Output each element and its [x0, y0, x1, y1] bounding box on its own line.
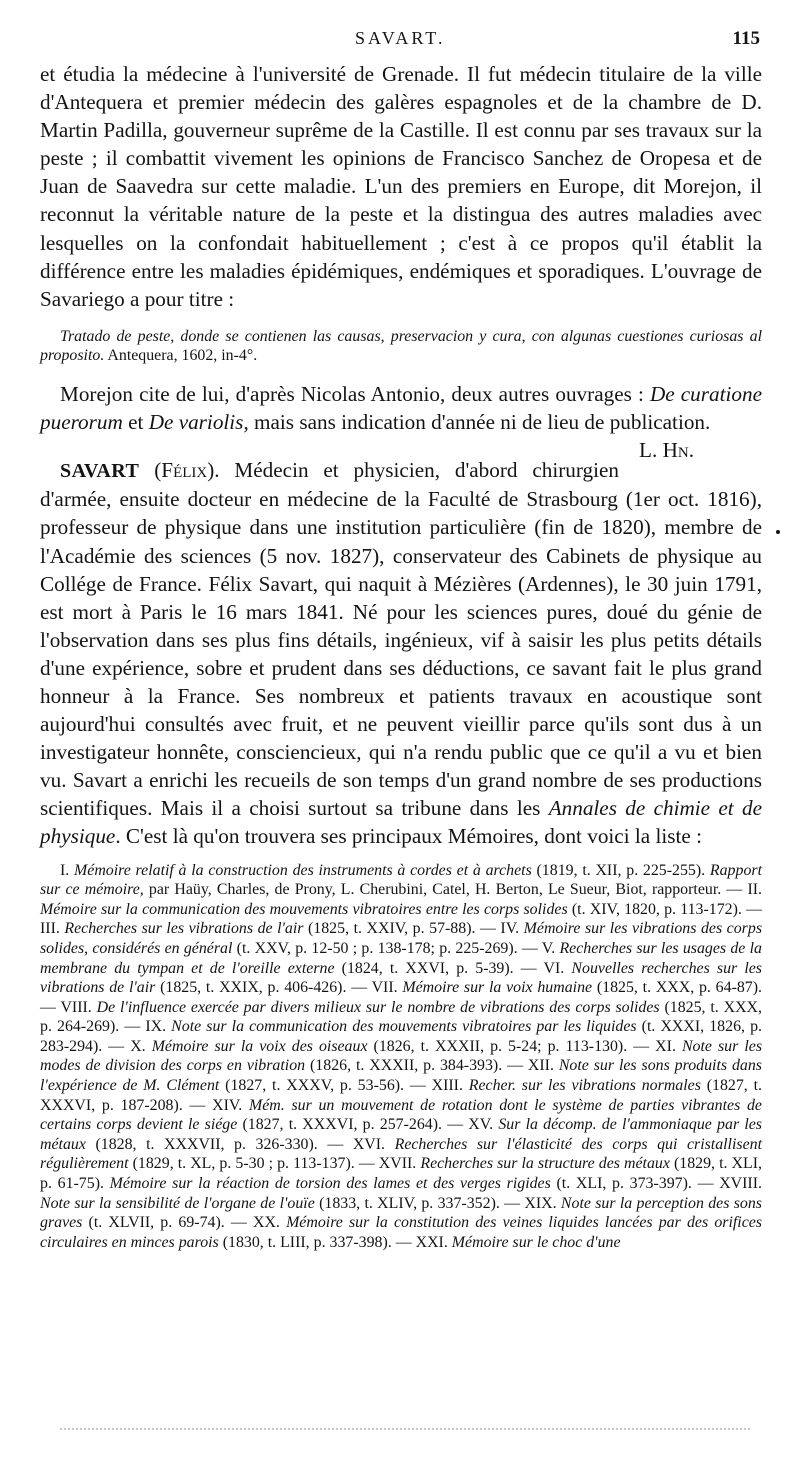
margin-bullet — [776, 530, 780, 534]
memoir-reference: (1825, t. XXX, p. 264-269). — — [40, 998, 762, 1036]
memoir-reference: (t. XLI, p. 373-397). — — [550, 1175, 720, 1193]
memoir-number: VIII. — [60, 998, 97, 1016]
running-title: SAVART. — [355, 28, 446, 48]
page-body — [40, 60, 762, 1252]
memoir-title: Recherches sur l'élasticité des corps qui cristallisent régulièrement — [40, 1135, 762, 1173]
memoir-number: XVII. — [378, 1155, 421, 1173]
memoir-title: Mém. sur un mouvement de rotation dont le système de parties vibrantes de certains corps devient le siége — [40, 1096, 762, 1134]
memoir-number: III. — [40, 920, 65, 938]
memoir-reference: (1833, t. XLIV, p. 337-352). — — [314, 1194, 525, 1212]
memoir-number: IV. — [500, 920, 524, 938]
memoir-reference: (1829, t. XLI, p. 61-75). — [40, 1155, 762, 1193]
morejon-intro: Morejon cite de lui, d'après Nicolas Antonio, deux autres ouvrages : — [60, 382, 650, 407]
savart-body: Médecin et physicien, d'abord chirurgien d'armée, ensuite docteur en médecine de la Faculté de Strasbourg (1er oct. 1816), professeur de physique dans une institution particulière (fin de 1820), membre de l'Académie des sciences (5 nov. 1827), conservateur des Cabinets de physique au Collége de France. Félix Savart, qui naquit à Mézières (Ardennes), le 30 juin 1791, est mort à Paris le 16 mars 1841. Né pour les sciences pures, doué du génie de l'observation dans ses plus fins détails, ingénieux, vif à saisir les plus petits détails d'une expérience, sobre et prudent dans ses déductions, ce savant fait le plus grand honneur à la France. Ses nombreux et patients travaux en acoustique sont aujourd'hui consultés avec fruit, et ne peuvent vieillir parce qu'ils sont dus à un investigateur honnête, consciencieux, qui n'a rendu public que ce qu'il a vu et bien vu. Savart a enrichi les recueils de son temps d'un grand nombre de ses productions scientifiques. Mais il a choisi surtout sa tribune dans les — [40, 458, 762, 821]
memoir-title: Mémoire sur la voix humaine — [402, 979, 593, 997]
memoir-title: Mémoire sur les vibrations des corps solides, considérés en général — [40, 920, 762, 957]
memoir-reference: (1824, t. XXVI, p. 5-39). — — [334, 959, 544, 977]
memoir-title: Note sur la perception des sons graves — [40, 1194, 762, 1232]
memoir-reference: par Haüy, Charles, de Prony, L. Cherubini, Catel, H. Berton, Le Sueur, Biot, rapporteur. — — [143, 881, 748, 899]
memoir-reference: (t. XXV, p. 12-50 ; p. 138-178; p. 225-269). — — [232, 939, 542, 957]
memoir-title: De l'influence exercée par divers milieux sur le nombre de vibrations des corps solides — [96, 998, 660, 1016]
savart-entry — [40, 456, 762, 850]
memoir-reference: (1825, t. XXIX, p. 406-426). — — [155, 979, 372, 997]
memoir-number: XXI. — [415, 1233, 452, 1251]
memoir-number: XVI. — [352, 1135, 395, 1153]
author-signature: L. Hn. — [639, 438, 694, 463]
memoir-title: Nouvelles recherches sur les vibrations de l'air — [40, 959, 762, 997]
morejon-and: et — [122, 410, 149, 435]
memoir-number: XX. — [252, 1214, 287, 1232]
memoir-reference: (1827, t. XXXV, p. 53-56). — — [219, 1077, 432, 1095]
memoir-reference: (1825, t. XXIV, p. 57-88). — — [303, 920, 501, 938]
memoir-item — [110, 1175, 720, 1192]
memoir-title: Note sur les modes de division des corps en vibration — [40, 1037, 763, 1075]
memoir-number: XV. — [468, 1116, 499, 1134]
memoir-reference: (1827, t. XXXVI, p. 187-208). — — [40, 1077, 763, 1114]
savart-annales: Annales de chimie et de physique — [40, 796, 763, 849]
savariego-continuation: et étudia la médecine à l'université de Grenade. Il fut médecin titulaire de la ville d'Antequera et premier médecin des galères espagnoles et de la chambre de D. Martin Padilla, gouverneur suprême de la Castille. Il est connu par ses travaux sur la peste ; il combattit vivement les opinions de Francisco Sanchez de Oropesa et de Juan de Saavedra sur cette maladie. L'un des premiers en Europe, dit Morejon, il reconnut la véritable nature de la peste et la distingua des autres maladies avec lesquelles on la confondait habituellement ; c'est à ce propos qu'il établit la différence entre les maladies épidémiques, endémiques et sporadiques. L'ouvrage de Savariego a pour titre : — [40, 62, 762, 311]
memoir-number: XIV. — [212, 1096, 249, 1114]
savart-body-end: . C'est là qu'on trouvera ses principaux Mémoires, dont voici la liste : — [115, 824, 702, 849]
memoir-title: Recherches sur les usages de la membrane du tympan et de l'oreille externe — [40, 939, 762, 977]
memoir-title: Mémoire sur la communication des mouvements vibratoires entre les corps solides — [40, 900, 568, 918]
memoir-reference: (1828, t. XXXVII, p. 326-330). — — [85, 1135, 353, 1153]
memoir-number: V. — [541, 939, 560, 957]
memoir-number: I. — [60, 861, 75, 879]
memoir-number: XIX. — [524, 1194, 561, 1212]
memoir-title: Mémoire sur la réaction de torsion des lames et des verges rigides — [109, 1175, 551, 1193]
footer-rule — [60, 1428, 750, 1430]
savariego-work-imprint: Antequera, 1602, in-4°. — [104, 347, 258, 365]
memoir-reference: (1825, t. XXX, p. 64-87). — — [40, 979, 763, 1016]
memoir-item — [60, 862, 710, 879]
memoir-item — [416, 1234, 621, 1251]
memoir-number: XVIII. — [719, 1175, 762, 1193]
memoir-item — [40, 920, 500, 937]
memoir-number: X. — [130, 1037, 152, 1055]
savariego-work-citation — [40, 327, 762, 366]
memoir-title: Rapport sur ce mémoire, — [40, 861, 762, 899]
memoir-title: Mémoire sur la constitution des veines liquides lancées par des orifices circulaires en minces parois — [40, 1214, 762, 1251]
memoir-reference: (1819, t. XII, p. 225-255). — [531, 861, 710, 879]
memoir-title: Mémoire sur le choc d'une — [451, 1233, 621, 1251]
entry-headword: SAVART — [60, 460, 140, 483]
memoir-number: XII. — [527, 1057, 559, 1075]
morejon-work-1: De curatione puerorum — [40, 382, 762, 435]
memoir-number: VII. — [371, 979, 403, 997]
page-number: 115 — [732, 28, 760, 49]
memoir-title: Recherches sur la structure des métaux — [420, 1155, 670, 1173]
memoir-title: Recher. sur les vibrations normales — [468, 1077, 701, 1095]
morejon-paragraph — [40, 380, 762, 463]
memoir-title: Note sur la sensibilité de l'organe de l'ouïe — [40, 1194, 315, 1212]
memoir-item — [130, 1038, 655, 1055]
memoir-title: Sur la décomp. de l'ammoniaque par les métaux — [40, 1116, 762, 1153]
memoir-title: Note sur les sons produits dans l'expérience de M. Clément — [40, 1057, 762, 1095]
morejon-rest: , mais sans indication d'année ni de lieu de publication. — [243, 410, 711, 435]
page-header — [0, 28, 800, 58]
memoir-number: II. — [747, 881, 762, 899]
memoir-reference: (1826, t. XXXII, p. 5-24; p. 113-130). — — [367, 1037, 656, 1055]
memoir-title: Note sur la communication des mouvements vibratoires par les liquides — [171, 1018, 637, 1036]
memoir-number: IX. — [145, 1018, 172, 1036]
memoir-reference: (1829, t. XL, p. 5-30 ; p. 113-137). — — [128, 1155, 379, 1173]
memoir-number: VI. — [543, 959, 572, 977]
memoir-title: Recherches sur les vibrations de l'air — [64, 920, 304, 938]
entry-given-name: (Félix). — [154, 458, 220, 483]
memoir-reference: (1830, t. LIII, p. 337-398). — — [218, 1233, 416, 1251]
memoir-number: XIII. — [431, 1077, 469, 1095]
memoir-title: Mémoire sur la voix des oiseaux — [151, 1037, 368, 1055]
memoir-reference: (t. XLVII, p. 69-74). — — [82, 1214, 253, 1232]
memoir-reference: (1827, t. XXXVI, p. 257-264). — — [237, 1116, 469, 1134]
memoir-title: Mémoire relatif à la construction des instruments à cordes et à archets — [74, 861, 532, 879]
morejon-work-2: De variolis — [148, 410, 244, 435]
memoir-reference: (t. XIV, 1820, p. 113-172). — — [567, 900, 762, 918]
memoir-number: XI. — [655, 1037, 682, 1055]
savariego-work-title: Tratado de peste, donde se contienen las causas, preservacion y cura, con algunas cuestiones curiosas al proposito. — [40, 327, 762, 365]
memoir-list — [40, 861, 762, 1253]
memoir-reference: (1826, t. XXXII, p. 384-393). — — [305, 1057, 528, 1075]
memoir-reference: (t. XXXI, 1826, p. 283-294). — — [40, 1018, 763, 1055]
